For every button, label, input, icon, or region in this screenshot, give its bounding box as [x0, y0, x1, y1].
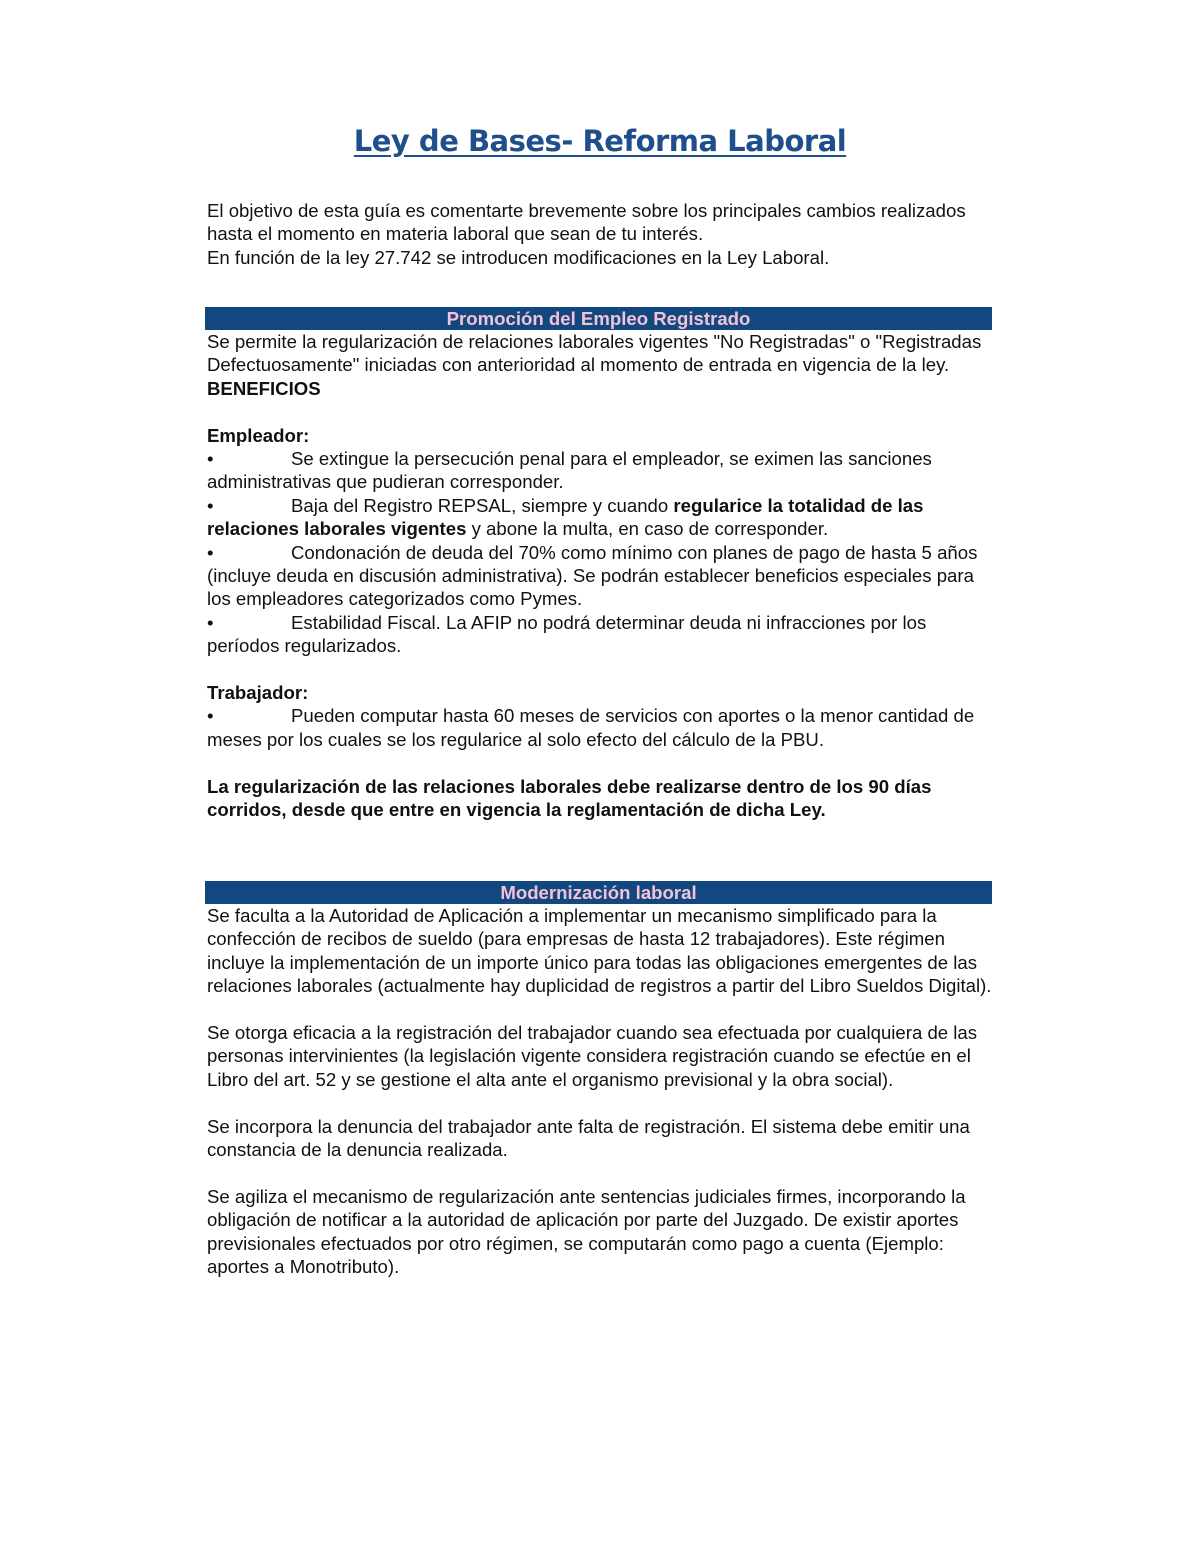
section2-paragraph-3: Se incorpora la denuncia del trabajador ante falta de registración. El sistema debe emitir una constancia de la denuncia realizada. — [207, 1115, 970, 1161]
bullet-icon: • — [207, 448, 214, 470]
empleador-bullet-4: • Estabilidad Fiscal. La AFIP no podrá determinar deuda ni infracciones por los períodos regularizados. — [207, 611, 927, 657]
section-modernizacion-laboral — [207, 881, 997, 1278]
document-title: Ley de Bases- Reforma Laboral — [353, 124, 847, 158]
section1-lead: Se permite la regularización de relaciones laborales vigentes "No Registradas" o "Registradas Defectuosamente" iniciadas con anterioridad al momento de entrada en vigencia de la ley. — [207, 331, 982, 376]
beneficios-heading: BENEFICIOS — [207, 377, 321, 399]
bullet-icon: • — [207, 494, 214, 516]
section-promocion-empleo — [207, 307, 997, 821]
bullet-icon: • — [207, 611, 214, 633]
intro-section — [207, 199, 997, 269]
empleador-bullet-2: • Baja del Registro REPSAL, siempre y cuando regularice la totalidad de las relaciones laborales vigentes y abone la multa, en caso de corresponder. — [207, 494, 924, 540]
empleador-bullet-1: • Se extingue la persecución penal para el empleador, se eximen las sanciones administrativas que pudieran corresponder. — [207, 448, 932, 493]
empleador-bullet-3: • Condonación de deuda del 70% como mínimo con planes de pago de hasta 5 años (incluye deuda en discusión administrativa). Se podrán establecer beneficios especiales para los empleadores categorizados como Pymes. — [207, 541, 978, 610]
section-header-promocion: Promoción del Empleo Registrado — [205, 307, 992, 330]
intro-paragraph-2: En función de la ley 27.742 se introducen modificaciones en la Ley Laboral. — [207, 246, 830, 268]
section-header-modernizacion: Modernización laboral — [205, 881, 992, 904]
section1-closing: La regularización de las relaciones laborales debe realizarse dentro de los 90 días corridos, desde que entre en vigencia la reglamentación de dicha Ley. — [207, 775, 932, 821]
bullet-icon: • — [207, 705, 214, 727]
trabajador-bullet-1: • Pueden computar hasta 60 meses de servicios con aportes o la menor cantidad de meses por los cuales se los regularice al solo efecto del cálculo de la PBU. — [207, 705, 975, 750]
section2-paragraph-2: Se otorga eficacia a la registración del trabajador cuando sea efectuada por cualquiera de las personas intervinientes (la legislación vigente considera registración cuando se efectúe en el Libro del art. 52 y se gestione el alta ante el organismo previsional y la obra social). — [207, 1022, 978, 1090]
intro-paragraph-1: El objetivo de esta guía es comentarte brevemente sobre los principales cambios realizados hasta el momento en materia laboral que sean de tu interés. — [207, 200, 966, 245]
bullet-icon: • — [207, 541, 214, 563]
trabajador-heading: Trabajador: — [207, 682, 309, 704]
section2-paragraph-4: Se agiliza el mecanismo de regularización ante sentencias judiciales firmes, incorporando la obligación de notificar a la autoridad de aplicación por parte del Juzgado. De existir aportes previsionales efectuados por otro régimen, se computarán como pago a cuenta (Ejemplo: aportes a Monotributo). — [207, 1185, 966, 1278]
empleador-heading: Empleador: — [207, 424, 310, 446]
section2-paragraph-1: Se faculta a la Autoridad de Aplicación a implementar un mecanismo simplificado para la confección de recibos de sueldo (para empresas de hasta 12 trabajadores). Este régimen incluye la implementación de un importe único para todas las obligaciones emergentes de las relaciones laborales (actualmente hay duplicidad de registros a partir del Libro Sueldos Digital). — [207, 905, 992, 997]
